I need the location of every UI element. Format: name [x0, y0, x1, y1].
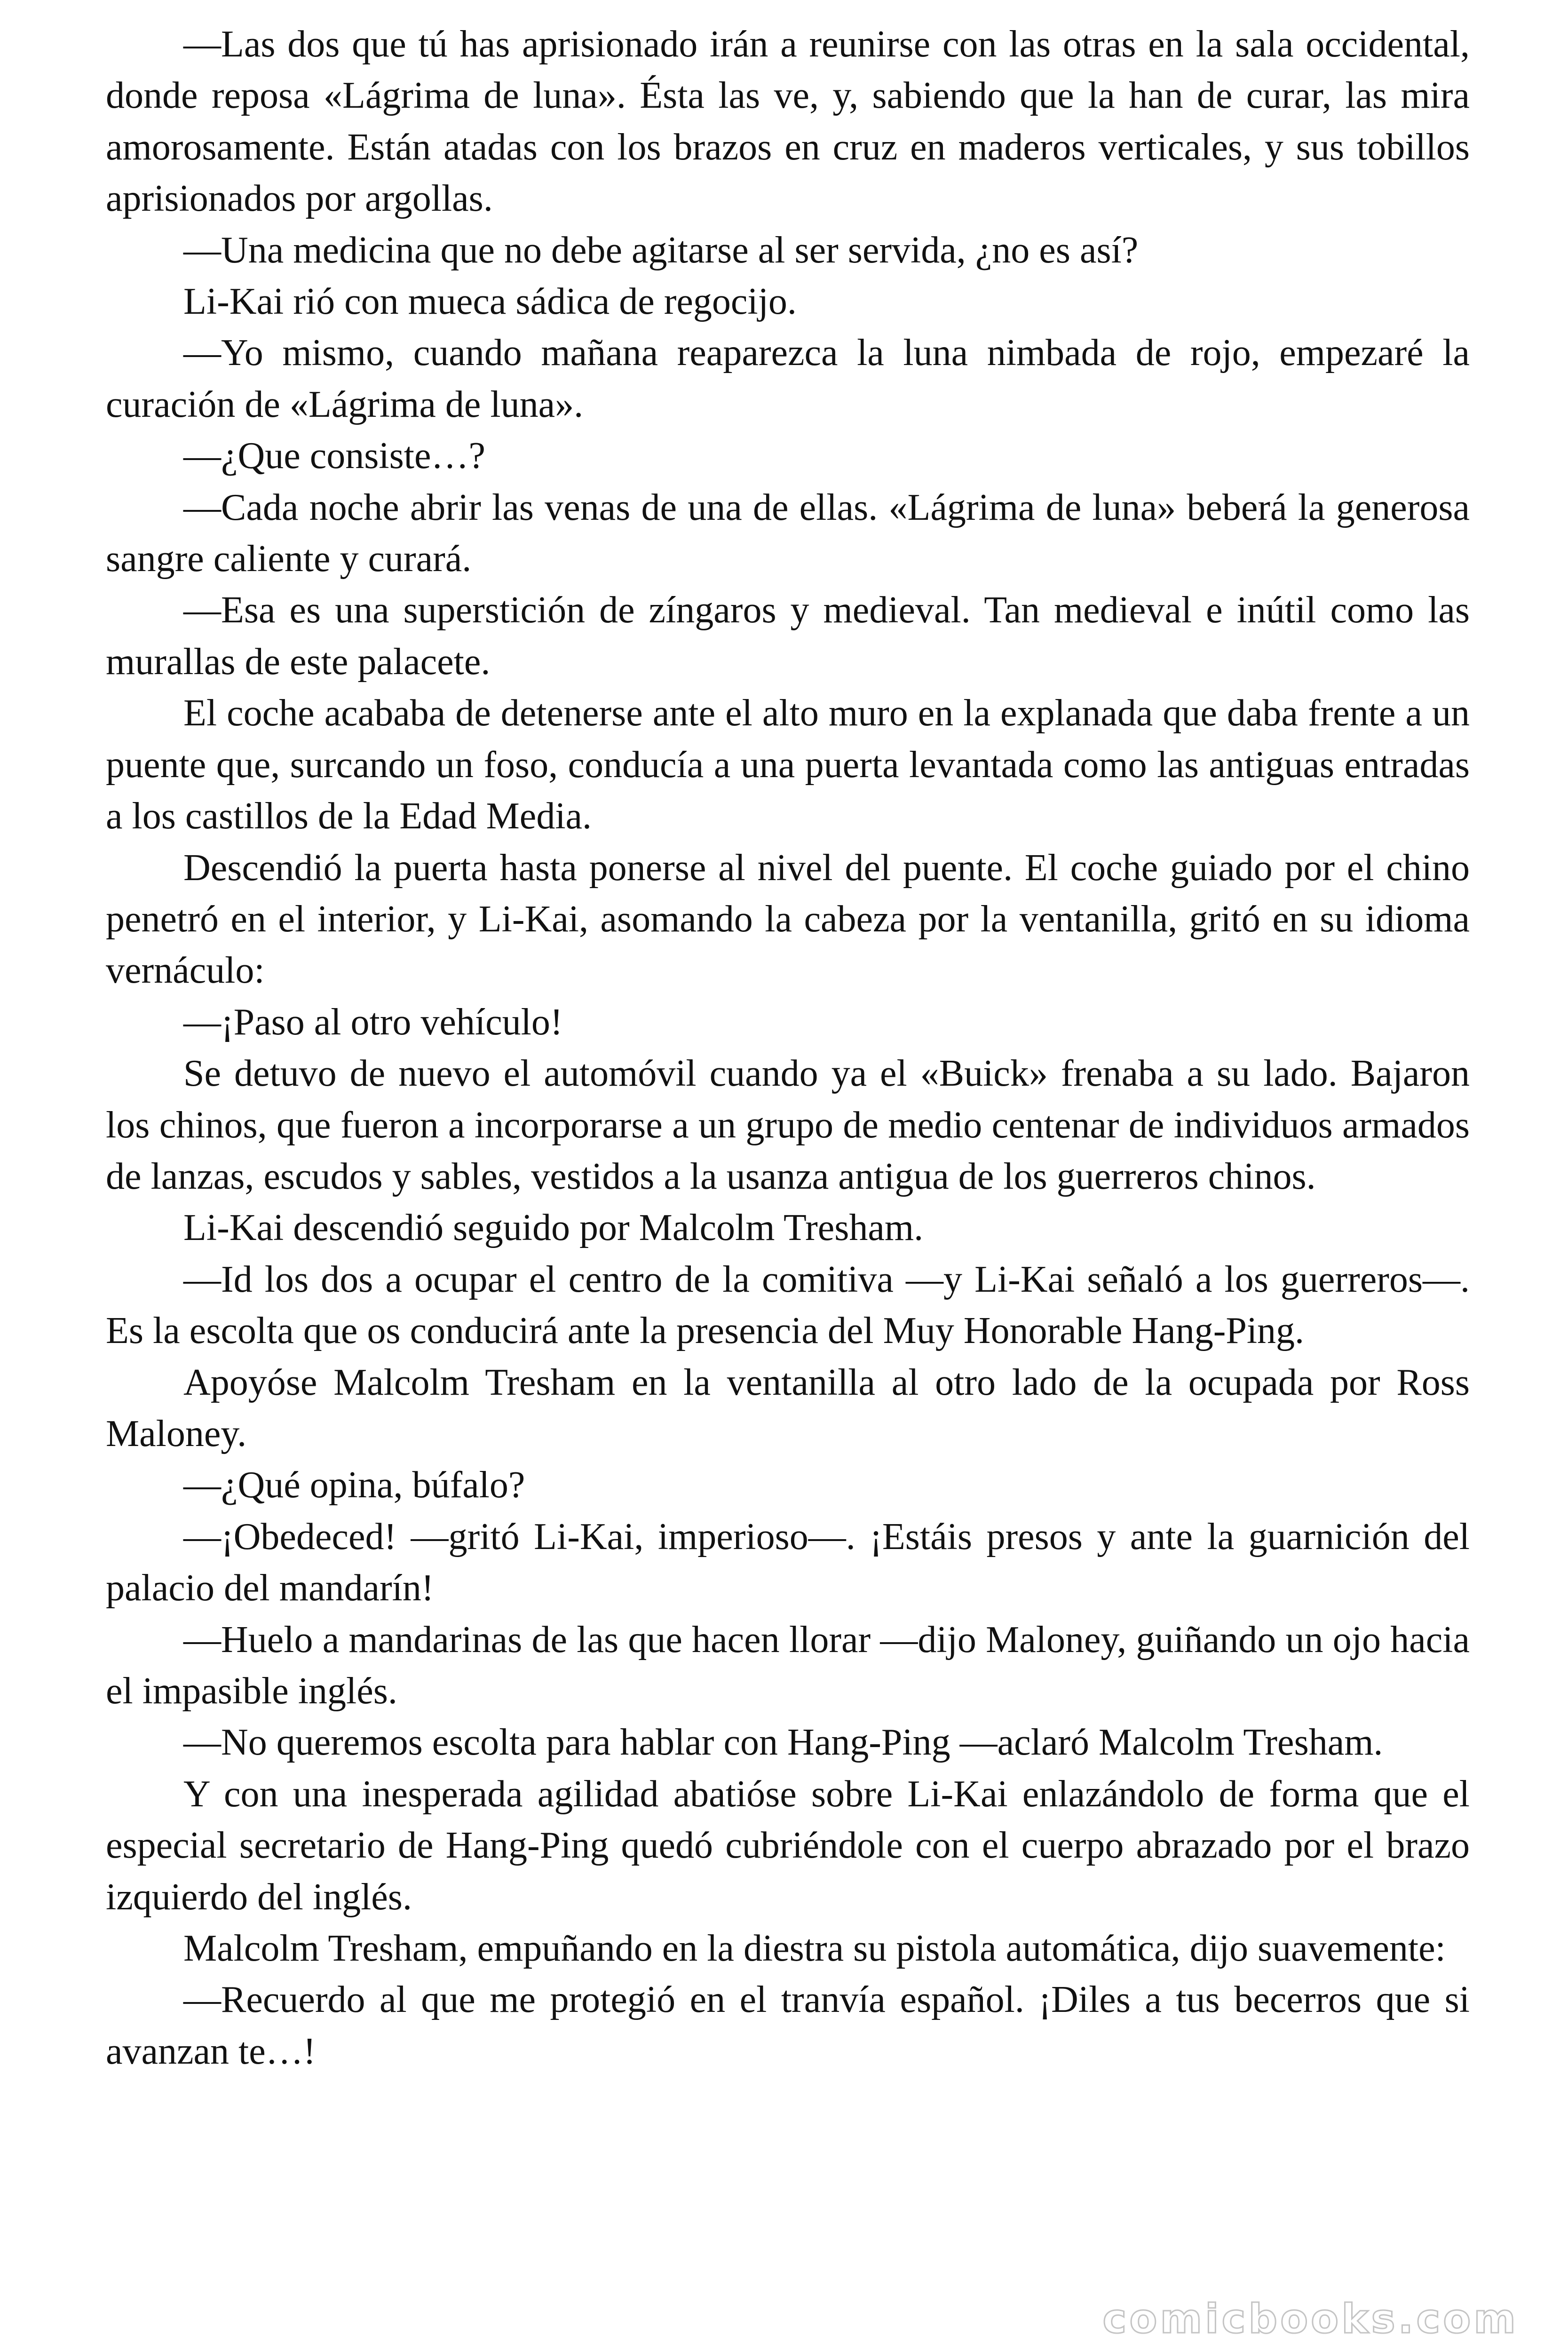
paragraph: —Las dos que tú has aprisionado irán a reunirse con las otras en la sala occidental, donde reposa «Lágrima de luna». Ésta las ve, y, sabiendo que la han de curar, las mira amorosamente. Están atadas con los brazos en cruz en maderos verticales, y sus tobillos aprisionados por argollas. [106, 24, 1470, 220]
paragraph: El coche acababa de detenerse ante el alto muro en la explanada que daba frente a un puente que, surcando un foso, conducía a una puerta levantada como las antiguas entradas a los castillos de la Edad Media. [106, 692, 1470, 837]
paragraph: —Recuerdo al que me protegió en el tranvía español. ¡Diles a tus becerros que si avanzan te…! [106, 1979, 1470, 2072]
paragraph: Li-Kai rió con mueca sádica de regocijo. [183, 281, 797, 323]
paragraph: —Huelo a mandarinas de las que hacen llorar —dijo Maloney, guiñando un ojo hacia el impasible inglés. [106, 1619, 1470, 1712]
paragraph: —Cada noche abrir las venas de una de ellas. «Lágrima de luna» beberá la generosa sangre caliente y curará. [106, 486, 1470, 580]
paragraph: Apoyóse Malcolm Tresham en la ventanilla al otro lado de la ocupada por Ross Maloney. [106, 1361, 1470, 1454]
paragraph: —¡Obedeced! —gritó Li-Kai, imperioso—. ¡Estáis presos y ante la guarnición del palacio del mandarín! [106, 1516, 1470, 1609]
paragraph: Y con una inesperada agilidad abatióse sobre Li-Kai enlazándolo de forma que el especial secretario de Hang-Ping quedó cubriéndole con el cuerpo abrazado por el brazo izquierdo del inglés. [106, 1773, 1470, 1918]
paragraph: Se detuvo de nuevo el automóvil cuando ya el «Buick» frenaba a su lado. Bajaron los chinos, que fueron a incorporarse a un grupo de medio centenar de individuos armados de lanzas, escudos y sables, vestidos a la usanza antigua de los guerreros chinos. [106, 1053, 1470, 1197]
paragraph: —Yo mismo, cuando mañana reaparezca la luna nimbada de rojo, empezaré la curación de «Lágrima de luna». [106, 332, 1470, 425]
paragraph: Descendió la puerta hasta ponerse al nivel del puente. El coche guiado por el chino penetró en el interior, y Li-Kai, asomando la cabeza por la ventanilla, gritó en su idioma vernáculo: [106, 847, 1470, 992]
paragraph: —No queremos escolta para hablar con Hang-Ping —aclaró Malcolm Tresham. [183, 1722, 1383, 1764]
watermark: comicbooks.com [1102, 2296, 1519, 2343]
paragraph: —¡Paso al otro vehículo! [183, 1001, 563, 1043]
paragraph: —Id los dos a ocupar el centro de la comitiva —y Li-Kai señaló a los guerreros—. Es la escolta que os conducirá ante la presencia del Muy Honorable Hang-Ping. [106, 1258, 1470, 1352]
paragraph: —Una medicina que no debe agitarse al ser servida, ¿no es así? [183, 229, 1139, 271]
paragraph: Li-Kai descendió seguido por Malcolm Tresham. [183, 1207, 924, 1249]
paragraph: —¿Qué opina, búfalo? [183, 1464, 525, 1506]
paragraph: —¿Que consiste…? [183, 435, 486, 477]
paragraph: Malcolm Tresham, empuñando en la diestra su pistola automática, dijo suavemente: [183, 1928, 1446, 1970]
book-page-text [106, 19, 1470, 2077]
paragraph: —Esa es una superstición de zíngaros y medieval. Tan medieval e inútil como las murallas de este palacete. [106, 589, 1470, 683]
